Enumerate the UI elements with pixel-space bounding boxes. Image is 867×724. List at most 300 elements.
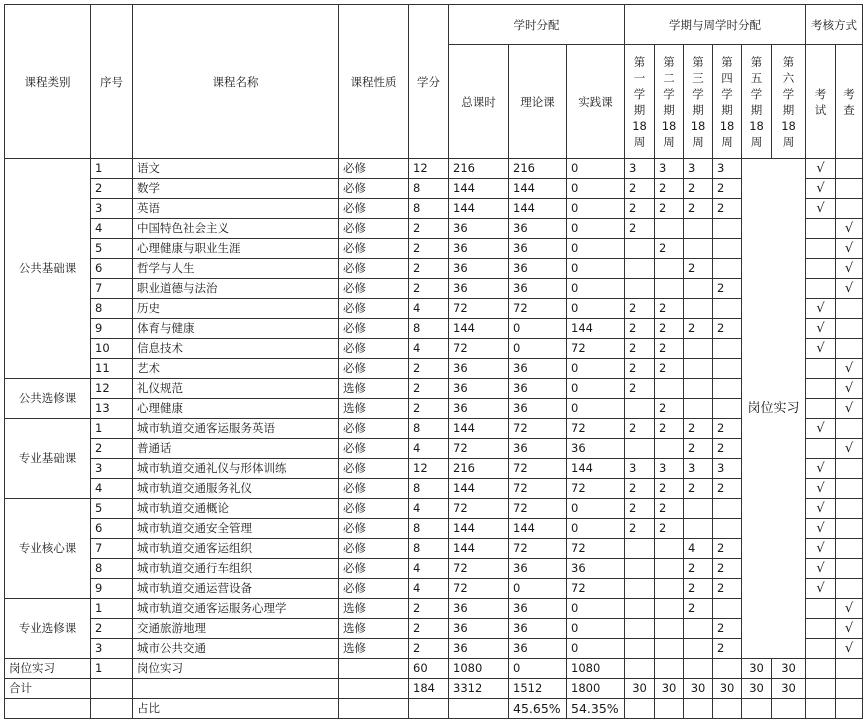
total-hours-cell: 36 (449, 239, 509, 259)
total-hours-cell: 72 (449, 499, 509, 519)
practice-cell: 0 (567, 239, 625, 259)
theory-cell: 36 (509, 639, 567, 659)
exam-cell (806, 219, 836, 239)
semester-hours-cell (684, 359, 713, 379)
semester-hours-cell (655, 579, 684, 599)
practice-cell: 144 (567, 319, 625, 339)
check-cell: √ (836, 639, 863, 659)
check-cell: √ (836, 359, 863, 379)
course-name-cell (133, 679, 339, 699)
table-row (5, 419, 863, 439)
course-name-cell: 体育与健康 (133, 319, 339, 339)
practice-cell: 0 (567, 399, 625, 419)
seq-cell: 9 (91, 579, 133, 599)
header-semester-group: 学期与周学时分配 (625, 5, 806, 45)
table-row (5, 179, 863, 199)
semester-hours-cell (655, 279, 684, 299)
semester-hours-cell (655, 259, 684, 279)
nature-cell: 必修 (339, 459, 409, 479)
exam-cell (806, 639, 836, 659)
semester-hours-cell (684, 239, 713, 259)
seq-cell: 6 (91, 259, 133, 279)
practice-cell: 0 (567, 199, 625, 219)
credits-cell: 4 (409, 299, 449, 319)
practice-cell: 36 (567, 439, 625, 459)
course-name-cell: 哲学与人生 (133, 259, 339, 279)
header-semester-3: 第 三 学 期 18 周 (684, 45, 713, 159)
semester-hours-cell (655, 439, 684, 459)
semester-hours-cell: 3 (625, 459, 655, 479)
seq-cell: 2 (91, 179, 133, 199)
semester-hours-cell: 2 (655, 499, 684, 519)
theory-cell: 36 (509, 439, 567, 459)
theory-cell: 0 (509, 339, 567, 359)
exam-cell (806, 279, 836, 299)
semester-hours-cell: 30 (772, 659, 806, 679)
header-practice: 实践课 (567, 45, 625, 159)
total-hours-cell: 216 (449, 159, 509, 179)
table-row (5, 639, 863, 659)
exam-cell: √ (806, 319, 836, 339)
credits-cell: 8 (409, 199, 449, 219)
semester-hours-cell: 2 (713, 539, 742, 559)
header-assess-group: 考核方式 (806, 5, 863, 45)
credits-cell: 2 (409, 239, 449, 259)
table-row (5, 359, 863, 379)
total-hours-cell: 72 (449, 579, 509, 599)
course-name-cell: 礼仪规范 (133, 379, 339, 399)
credits-cell: 2 (409, 399, 449, 419)
category-cell: 岗位实习 (5, 659, 91, 679)
course-name-cell: 岗位实习 (133, 659, 339, 679)
semester-hours-cell (684, 659, 713, 679)
header-semester-6: 第 六 学 期 18 周 (772, 45, 806, 159)
exam-cell: √ (806, 559, 836, 579)
nature-cell: 必修 (339, 199, 409, 219)
practice-cell: 0 (567, 359, 625, 379)
semester-hours-cell (625, 699, 655, 719)
semester-hours-cell: 2 (625, 479, 655, 499)
theory-cell: 72 (509, 499, 567, 519)
practice-cell: 72 (567, 539, 625, 559)
table-row (5, 499, 863, 519)
check-cell (836, 499, 863, 519)
practice-cell: 0 (567, 619, 625, 639)
seq-cell: 6 (91, 519, 133, 539)
semester-hours-cell: 2 (684, 439, 713, 459)
semester-hours-cell (713, 339, 742, 359)
credits-cell: 4 (409, 439, 449, 459)
header-semester-4: 第 四 学 期 18 周 (713, 45, 742, 159)
semester-hours-cell (684, 279, 713, 299)
exam-cell (806, 699, 836, 719)
check-cell: √ (836, 279, 863, 299)
total-label-cell: 合计 (5, 679, 91, 699)
theory-cell: 36 (509, 259, 567, 279)
semester-hours-cell: 2 (684, 179, 713, 199)
semester-hours-cell: 2 (713, 279, 742, 299)
table-row (5, 619, 863, 639)
theory-cell: 0 (509, 579, 567, 599)
course-name-cell: 城市轨道交通服务礼仪 (133, 479, 339, 499)
practice-cell: 0 (567, 279, 625, 299)
exam-cell: √ (806, 499, 836, 519)
check-cell (836, 479, 863, 499)
exam-cell (806, 379, 836, 399)
total-hours-cell: 72 (449, 339, 509, 359)
exam-cell: √ (806, 199, 836, 219)
semester-hours-cell (655, 379, 684, 399)
course-name-cell: 城市轨道交通客运组织 (133, 539, 339, 559)
nature-cell: 必修 (339, 179, 409, 199)
credits-cell: 8 (409, 319, 449, 339)
category-cell (5, 699, 91, 719)
total-hours-cell: 144 (449, 179, 509, 199)
credits-cell: 184 (409, 679, 449, 699)
total-hours-cell (449, 699, 509, 719)
seq-cell: 3 (91, 459, 133, 479)
semester-hours-cell: 30 (655, 679, 684, 699)
semester-hours-cell: 2 (625, 339, 655, 359)
semester-hours-cell (625, 279, 655, 299)
semester-hours-cell: 2 (684, 599, 713, 619)
semester-hours-cell (625, 399, 655, 419)
check-cell (836, 319, 863, 339)
semester-hours-cell: 4 (684, 539, 713, 559)
total-hours-cell: 144 (449, 539, 509, 559)
semester-hours-cell: 2 (684, 319, 713, 339)
practice-cell: 0 (567, 499, 625, 519)
credits-cell: 4 (409, 579, 449, 599)
semester-hours-cell (684, 399, 713, 419)
theory-cell: 36 (509, 559, 567, 579)
ratio-row (5, 699, 863, 719)
total-hours-cell: 144 (449, 199, 509, 219)
semester-hours-cell: 2 (655, 339, 684, 359)
nature-cell: 必修 (339, 239, 409, 259)
header-exam: 考 试 (806, 45, 836, 159)
seq-cell (91, 699, 133, 719)
check-cell (836, 659, 863, 679)
semester-hours-cell: 30 (713, 679, 742, 699)
total-hours-cell: 36 (449, 259, 509, 279)
table-row (5, 379, 863, 399)
course-name-cell: 城市轨道交通运营设备 (133, 579, 339, 599)
total-hours-cell: 36 (449, 219, 509, 239)
nature-cell: 选修 (339, 379, 409, 399)
semester-hours-cell (713, 659, 742, 679)
semester-hours-cell (625, 619, 655, 639)
semester-hours-cell: 2 (684, 199, 713, 219)
header-category: 课程类别 (5, 5, 91, 159)
course-name-cell: 心理健康 (133, 399, 339, 419)
semester-hours-cell (655, 539, 684, 559)
semester-hours-cell: 2 (655, 199, 684, 219)
semester-hours-cell: 3 (625, 159, 655, 179)
seq-cell: 11 (91, 359, 133, 379)
semester-hours-cell: 30 (684, 679, 713, 699)
course-name-cell: 普通话 (133, 439, 339, 459)
theory-cell: 144 (509, 519, 567, 539)
semester-hours-cell (684, 339, 713, 359)
theory-cell: 36 (509, 279, 567, 299)
check-cell: √ (836, 259, 863, 279)
nature-cell: 选修 (339, 639, 409, 659)
semester-hours-cell: 2 (655, 319, 684, 339)
seq-cell: 4 (91, 219, 133, 239)
semester-hours-cell: 2 (713, 199, 742, 219)
table-row (5, 539, 863, 559)
total-hours-cell: 3312 (449, 679, 509, 699)
credits-cell (409, 699, 449, 719)
semester-hours-cell (625, 539, 655, 559)
semester-hours-cell: 2 (684, 259, 713, 279)
check-cell (836, 199, 863, 219)
total-hours-cell: 36 (449, 639, 509, 659)
total-hours-cell: 216 (449, 459, 509, 479)
semester-hours-cell: 2 (713, 559, 742, 579)
course-name-cell: 城市轨道交通安全管理 (133, 519, 339, 539)
nature-cell: 必修 (339, 279, 409, 299)
semester-hours-cell: 2 (655, 479, 684, 499)
check-cell (836, 459, 863, 479)
total-hours-cell: 144 (449, 319, 509, 339)
semester-hours-cell: 2 (625, 199, 655, 219)
semester-hours-cell (655, 619, 684, 639)
semester-hours-cell (625, 439, 655, 459)
practice-cell: 72 (567, 579, 625, 599)
theory-cell: 72 (509, 419, 567, 439)
theory-cell: 0 (509, 659, 567, 679)
practice-cell: 0 (567, 599, 625, 619)
table-row (5, 659, 863, 679)
course-name-cell: 艺术 (133, 359, 339, 379)
semester-hours-cell (684, 619, 713, 639)
practice-cell: 36 (567, 559, 625, 579)
exam-cell: √ (806, 479, 836, 499)
table-row (5, 279, 863, 299)
check-cell: √ (836, 439, 863, 459)
exam-cell: √ (806, 179, 836, 199)
practice-cell: 0 (567, 159, 625, 179)
credits-cell: 2 (409, 619, 449, 639)
check-cell: √ (836, 219, 863, 239)
table-row (5, 239, 863, 259)
seq-cell: 1 (91, 659, 133, 679)
theory-cell: 72 (509, 459, 567, 479)
credits-cell: 4 (409, 559, 449, 579)
total-hours-cell: 36 (449, 279, 509, 299)
total-row (5, 679, 863, 699)
check-cell (836, 559, 863, 579)
exam-cell: √ (806, 299, 836, 319)
check-cell: √ (836, 399, 863, 419)
seq-cell: 12 (91, 379, 133, 399)
practice-cell: 0 (567, 299, 625, 319)
seq-cell: 1 (91, 419, 133, 439)
course-name-cell: 英语 (133, 199, 339, 219)
table-row (5, 399, 863, 419)
semester-hours-cell: 3 (713, 159, 742, 179)
semester-hours-cell: 2 (625, 359, 655, 379)
semester-hours-cell: 2 (684, 559, 713, 579)
table-row (5, 159, 863, 179)
theory-pct-cell: 45.65% (509, 699, 567, 719)
theory-cell: 0 (509, 319, 567, 339)
total-hours-cell: 72 (449, 559, 509, 579)
exam-cell: √ (806, 539, 836, 559)
semester-hours-cell: 2 (713, 319, 742, 339)
nature-cell: 必修 (339, 479, 409, 499)
semester-hours-cell: 3 (655, 459, 684, 479)
exam-cell: √ (806, 339, 836, 359)
credits-cell: 2 (409, 599, 449, 619)
semester-hours-cell: 30 (742, 679, 772, 699)
credits-cell: 8 (409, 479, 449, 499)
check-cell (836, 699, 863, 719)
semester-hours-cell (625, 559, 655, 579)
semester-hours-cell (713, 239, 742, 259)
table-row (5, 299, 863, 319)
exam-cell (806, 679, 836, 699)
practice-cell: 144 (567, 459, 625, 479)
nature-cell: 必修 (339, 499, 409, 519)
practice-cell: 72 (567, 479, 625, 499)
check-cell (836, 539, 863, 559)
semester-hours-cell: 2 (625, 299, 655, 319)
header-theory: 理论课 (509, 45, 567, 159)
course-name-cell: 历史 (133, 299, 339, 319)
table-row (5, 519, 863, 539)
semester-hours-cell: 2 (655, 359, 684, 379)
theory-cell: 36 (509, 219, 567, 239)
semester-hours-cell: 2 (713, 179, 742, 199)
exam-cell (806, 259, 836, 279)
theory-cell: 36 (509, 379, 567, 399)
seq-cell: 13 (91, 399, 133, 419)
semester-hours-cell: 3 (713, 459, 742, 479)
exam-cell (806, 359, 836, 379)
semester-hours-cell (713, 259, 742, 279)
nature-cell (339, 699, 409, 719)
semester-hours-cell: 30 (772, 679, 806, 699)
semester-hours-cell: 3 (684, 459, 713, 479)
check-cell (836, 159, 863, 179)
check-cell: √ (836, 379, 863, 399)
semester-hours-cell: 2 (625, 419, 655, 439)
table-row (5, 559, 863, 579)
practice-cell: 0 (567, 639, 625, 659)
semester-hours-cell: 30 (625, 679, 655, 699)
seq-cell: 9 (91, 319, 133, 339)
theory-cell: 216 (509, 159, 567, 179)
theory-cell: 36 (509, 239, 567, 259)
check-cell (836, 299, 863, 319)
semester-hours-cell: 2 (625, 519, 655, 539)
check-cell (836, 519, 863, 539)
semester-hours-cell (684, 379, 713, 399)
seq-cell (91, 679, 133, 699)
exam-cell (806, 439, 836, 459)
semester-hours-cell: 2 (655, 519, 684, 539)
exam-cell: √ (806, 579, 836, 599)
exam-cell: √ (806, 519, 836, 539)
semester-hours-cell (713, 699, 742, 719)
credits-cell: 4 (409, 499, 449, 519)
semester-hours-cell: 2 (684, 479, 713, 499)
exam-cell (806, 239, 836, 259)
exam-cell (806, 599, 836, 619)
course-name-cell: 心理健康与职业生涯 (133, 239, 339, 259)
course-name-cell: 城市轨道交通概论 (133, 499, 339, 519)
semester-hours-cell (713, 219, 742, 239)
theory-cell: 72 (509, 539, 567, 559)
nature-cell: 必修 (339, 299, 409, 319)
nature-cell: 选修 (339, 619, 409, 639)
course-name-cell: 交通旅游地理 (133, 619, 339, 639)
semester-hours-cell (684, 299, 713, 319)
semester-hours-cell: 30 (742, 659, 772, 679)
check-cell (836, 179, 863, 199)
credits-cell: 2 (409, 219, 449, 239)
category-cell: 专业核心课 (5, 499, 91, 599)
semester-hours-cell (713, 599, 742, 619)
nature-cell: 必修 (339, 579, 409, 599)
seq-cell: 7 (91, 539, 133, 559)
header-semester-1: 第 一 学 期 18 周 (625, 45, 655, 159)
exam-cell (806, 619, 836, 639)
table-row (5, 259, 863, 279)
course-name-cell: 城市轨道交通行车组织 (133, 559, 339, 579)
practice-cell: 1080 (567, 659, 625, 679)
theory-cell: 144 (509, 199, 567, 219)
practice-cell: 0 (567, 219, 625, 239)
credits-cell: 12 (409, 459, 449, 479)
header-semester-2: 第 二 学 期 18 周 (655, 45, 684, 159)
nature-cell: 必修 (339, 219, 409, 239)
total-hours-cell: 36 (449, 399, 509, 419)
total-hours-cell: 36 (449, 359, 509, 379)
credits-cell: 2 (409, 379, 449, 399)
practice-cell: 72 (567, 419, 625, 439)
semester-hours-cell (655, 219, 684, 239)
semester-hours-cell (655, 659, 684, 679)
semester-hours-cell: 2 (655, 419, 684, 439)
table-row (5, 319, 863, 339)
total-hours-cell: 144 (449, 519, 509, 539)
nature-cell: 必修 (339, 559, 409, 579)
credits-cell: 2 (409, 359, 449, 379)
semester-hours-cell (625, 259, 655, 279)
nature-cell (339, 659, 409, 679)
semester-hours-cell: 3 (655, 159, 684, 179)
table-row (5, 579, 863, 599)
total-hours-cell: 36 (449, 379, 509, 399)
theory-cell: 36 (509, 399, 567, 419)
credits-cell: 60 (409, 659, 449, 679)
check-cell: √ (836, 599, 863, 619)
total-hours-cell: 72 (449, 439, 509, 459)
course-name-cell: 城市公共交通 (133, 639, 339, 659)
course-name-cell: 信息技术 (133, 339, 339, 359)
total-hours-cell: 144 (449, 479, 509, 499)
semester-hours-cell (625, 579, 655, 599)
header-seq: 序号 (91, 5, 133, 159)
seq-cell: 8 (91, 299, 133, 319)
theory-cell: 1512 (509, 679, 567, 699)
nature-cell: 必修 (339, 259, 409, 279)
header-credits: 学分 (409, 5, 449, 159)
